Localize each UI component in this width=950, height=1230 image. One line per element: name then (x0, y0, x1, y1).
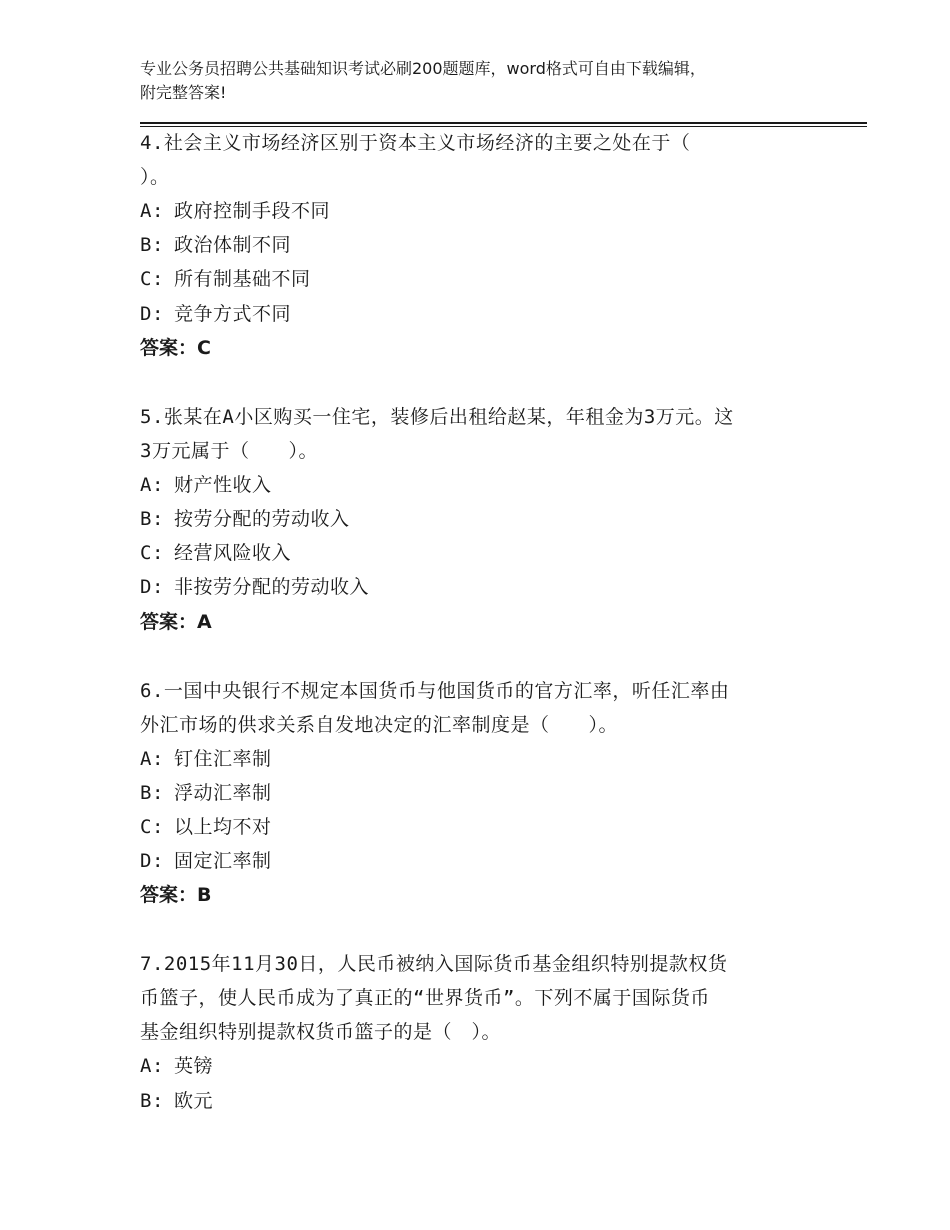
question-7 (140, 947, 830, 1117)
option-text: 政府控制手段不同 (174, 200, 331, 222)
question-stem (140, 674, 830, 742)
option-text: 英镑 (174, 1055, 214, 1078)
option-text: 政治体制不同 (174, 234, 292, 257)
question-spacer (140, 912, 830, 947)
option-text: 固定汇率制 (174, 850, 272, 873)
option-d (140, 297, 830, 331)
option-b (140, 228, 830, 262)
option-text: 欧元 (174, 1089, 214, 1112)
question-list (140, 126, 830, 1118)
answer-label: 答案：B (140, 884, 212, 907)
option-a (140, 742, 830, 776)
option-b (140, 776, 830, 810)
option-letter: A: (140, 200, 164, 222)
stem-line: 7.2015年11月30日，人民币被纳入国际货币基金组织特别提款权货 (140, 953, 728, 976)
option-text: 所有制基础不同 (174, 268, 311, 291)
option-letter: C: (140, 816, 164, 839)
question-6 (140, 674, 830, 913)
answer-label: 答案：C (140, 336, 211, 359)
option-letter: A: (140, 747, 164, 770)
answer-label: 答案：A (140, 610, 212, 633)
stem-line: 3万元属于（ ）。 (140, 439, 318, 462)
question-stem (140, 126, 830, 194)
option-a (140, 1049, 830, 1083)
option-d (140, 844, 830, 878)
stem-line: 基金组织特别提款权货币篮子的是（ ）。 (140, 1021, 502, 1044)
page-header (140, 57, 830, 105)
option-letter: C: (140, 542, 164, 565)
option-letter: B: (140, 1089, 164, 1112)
option-text: 钉住汇率制 (174, 747, 272, 770)
question-4 (140, 126, 830, 365)
option-letter: D: (140, 850, 164, 873)
question-spacer (140, 639, 830, 674)
option-a (140, 194, 830, 228)
option-text: 按劳分配的劳动收入 (174, 508, 350, 531)
stem-line: 币篮子，使人民币成为了真正的“世界货币”。下列不属于国际货币 (140, 987, 710, 1010)
option-letter: D: (140, 576, 164, 599)
question-stem (140, 947, 830, 1049)
option-text: 经营风险收入 (174, 542, 292, 565)
stem-line: 外汇市场的供求关系自发地决定的汇率制度是（ ）。 (140, 713, 619, 736)
option-d (140, 570, 830, 604)
option-text: 财产性收入 (174, 473, 272, 496)
option-c (140, 810, 830, 844)
option-c (140, 536, 830, 570)
option-c (140, 262, 830, 296)
option-letter: A: (140, 473, 164, 496)
option-letter: B: (140, 508, 164, 531)
stem-line: 4.社会主义市场经济区别于资本主义市场经济的主要之处在于（ (140, 132, 691, 154)
stem-line: 6.一国中央银行不规定本国货币与他国货币的官方汇率，听任汇率由 (140, 679, 730, 702)
option-letter: B: (140, 234, 164, 257)
header-line-1: 专业公务员招聘公共基础知识考试必刷200题题库，word格式可自由下载编辑， (140, 59, 706, 78)
option-b (140, 502, 830, 536)
option-letter: A: (140, 1055, 164, 1078)
option-a (140, 468, 830, 502)
question-5 (140, 400, 830, 639)
question-stem (140, 400, 830, 468)
option-letter: D: (140, 302, 164, 325)
option-letter: B: (140, 781, 164, 804)
header-line-2: 附完整答案! (140, 83, 227, 102)
stem-line: ）。 (140, 166, 170, 188)
question-spacer (140, 365, 830, 400)
option-b (140, 1084, 830, 1118)
option-letter: C: (140, 268, 164, 291)
option-text: 竞争方式不同 (174, 302, 292, 325)
option-text: 以上均不对 (174, 816, 272, 839)
option-text: 非按劳分配的劳动收入 (174, 576, 370, 599)
stem-line: 5.张某在A小区购买一住宅，装修后出租给赵某，年租金为3万元。这 (140, 405, 734, 428)
option-text: 浮动汇率制 (174, 781, 272, 804)
